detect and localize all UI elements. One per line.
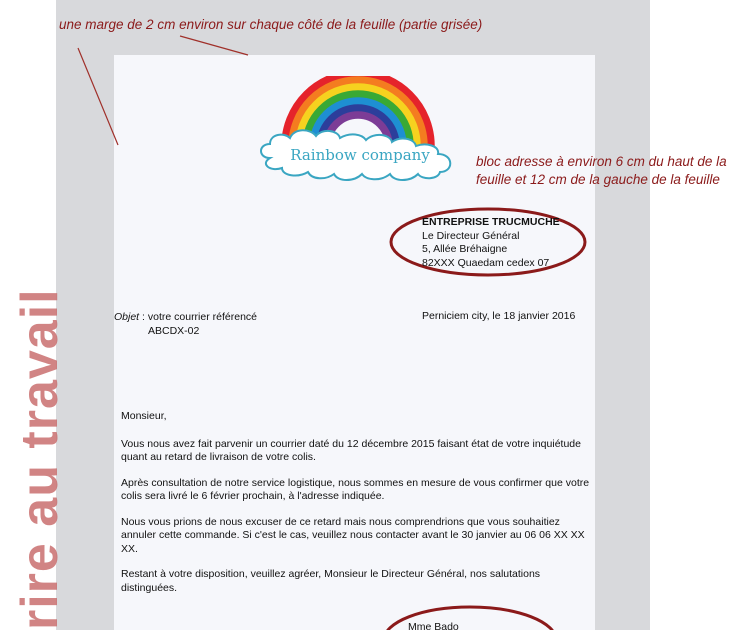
address-annotation: bloc adresse à environ 6 cm du haut de la feuille et 12 cm de la gauche de la feuille	[476, 154, 727, 187]
subject-separator: :	[139, 311, 148, 323]
subject-block	[114, 310, 257, 338]
recipient-line-2: 5, Allée Bréhaigne	[422, 243, 508, 255]
salutation: Monsieur,	[121, 410, 167, 422]
paragraph-1: Vous nous avez fait parvenir un courrier daté du 12 décembre 2015 faisant état de votre inquiétude quant au retard de livraison de votre colis.	[121, 437, 581, 463]
subject-text-line-1: votre courrier référencé	[147, 311, 258, 323]
vertical-watermark-text: rire au travail	[11, 288, 69, 630]
margin-annotation: une marge de 2 cm environ sur chaque côté de la feuille (partie grisée)	[59, 17, 483, 32]
recipient-line-3: 82XXX Quaedam cedex 07	[422, 256, 550, 269]
date-line: Perniciem city, le 18 janvier 2016	[422, 310, 576, 322]
recipient-line-1: Le Directeur Général	[422, 229, 520, 242]
signature: Mme Bado	[408, 621, 459, 633]
paragraph-3: Nous vous prions de nous excuser de ce retard mais nous comprendrions que vous souhaitiez annuler cette commande. Si c'est le cas, veuillez nous contacter avant le 30 janvier au 06 06 XX XX XX.	[121, 515, 585, 555]
subject-label: Objet	[114, 311, 140, 323]
subject-text-line-2: ABCDX-02	[148, 325, 200, 337]
paragraph-4: Restant à votre disposition, veuillez agréer, Monsieur le Directeur Général, nos salutations distinguées.	[121, 568, 541, 594]
rainbow-company-logo	[258, 76, 458, 184]
pointer-line-left	[78, 48, 118, 145]
paragraph-2: Après consultation de notre service logistique, nous sommes en mesure de vous confirmer que votre colis sera livré le 6 février prochain, à l'adresse indiquée.	[121, 476, 590, 502]
pointer-line-right	[180, 36, 248, 55]
logo-text: Rainbow company	[290, 146, 430, 164]
recipient-address-block	[422, 216, 560, 270]
letter-body	[121, 410, 591, 607]
recipient-company: ENTREPRISE TRUCMUCHE	[422, 216, 560, 228]
